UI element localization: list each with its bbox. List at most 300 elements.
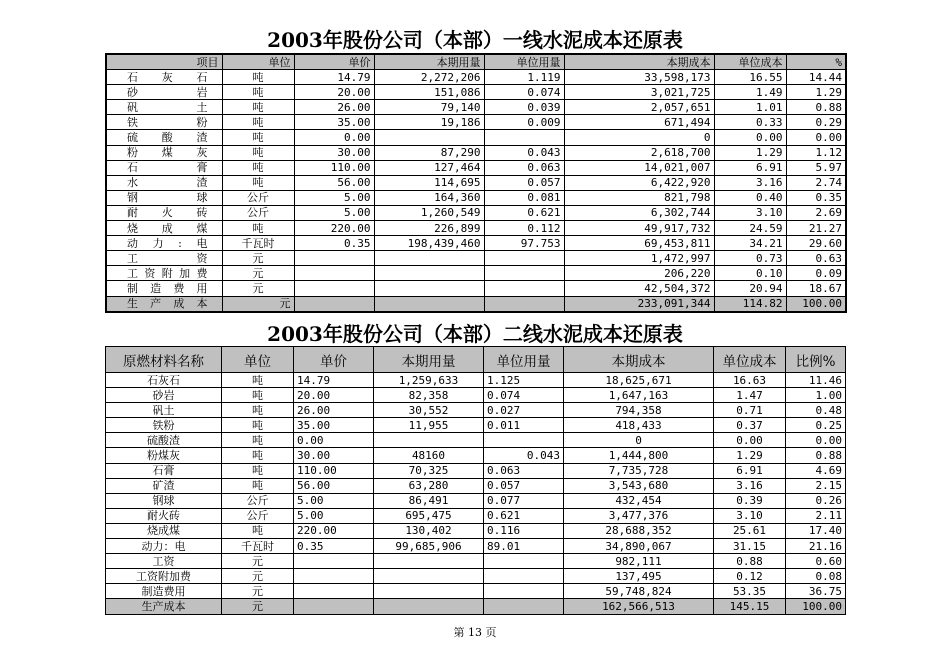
table-cell: 3,543,680: [564, 478, 714, 493]
table-cell: 吨: [222, 448, 294, 463]
table-cell: 18,625,671: [564, 373, 714, 388]
table-cell: 220.00: [294, 221, 374, 236]
table-cell: 1.00: [786, 388, 846, 403]
table-cell: 97.753: [484, 236, 564, 251]
table-cell: 14.79: [294, 70, 374, 85]
table-cell: 2,057,651: [564, 100, 714, 115]
table-cell: 30,552: [374, 403, 484, 418]
table-cell: [374, 281, 484, 296]
table-cell: 21.27: [786, 221, 846, 236]
table-cell: 0.35: [294, 236, 374, 251]
table-cell: 1.29: [786, 85, 846, 100]
table-cell: 56.00: [294, 478, 374, 493]
table-row: [106, 539, 846, 554]
table-cell: 17.40: [786, 523, 846, 538]
table-cell: 2,272,206: [374, 70, 484, 85]
table-cell: 127,464: [374, 160, 484, 175]
item-name-cell: 烧成煤: [106, 221, 222, 236]
table-cell: 70,325: [374, 463, 484, 478]
table-cell: [484, 569, 564, 584]
table-cell: [294, 554, 374, 569]
item-name-cell: 工资: [106, 554, 222, 569]
table-cell: 元: [222, 599, 294, 614]
table-row: [106, 388, 846, 403]
table-cell: 16.55: [714, 70, 786, 85]
table-cell: 100.00: [786, 296, 846, 312]
table-cell: 53.35: [714, 584, 786, 599]
table-cell: [484, 251, 564, 266]
item-name-cell: 铁粉: [106, 418, 222, 433]
table-cell: 69,453,811: [564, 236, 714, 251]
table-cell: [374, 584, 484, 599]
table-cell: 0.621: [484, 508, 564, 523]
table-cell: 5.00: [294, 508, 374, 523]
table-cell: 0.63: [786, 251, 846, 266]
item-name-cell: 石灰石: [106, 373, 222, 388]
table-cell: 0.33: [714, 115, 786, 130]
table-cell: 2.69: [786, 205, 846, 220]
table-cell: 3.16: [714, 175, 786, 190]
table-row: [106, 281, 846, 296]
table-cell: 吨: [222, 373, 294, 388]
table-cell: 79,140: [374, 100, 484, 115]
table-cell: 35.00: [294, 418, 374, 433]
table-cell: 公斤: [222, 190, 294, 205]
item-name-cell: 水渣: [106, 175, 222, 190]
table-cell: 0.043: [484, 145, 564, 160]
table-cell: 0.08: [786, 569, 846, 584]
table-cell: 0.35: [294, 539, 374, 554]
table-cell: 1,444,800: [564, 448, 714, 463]
table-cell: 86,491: [374, 493, 484, 508]
table1-header-cell: 本期成本: [564, 54, 714, 70]
table-cell: 26.00: [294, 403, 374, 418]
table-cell: 1,259,633: [374, 373, 484, 388]
table-row: [106, 448, 846, 463]
table-cell: 0.043: [484, 448, 564, 463]
table-cell: 0.71: [714, 403, 786, 418]
table-cell: 公斤: [222, 493, 294, 508]
table-cell: 0.057: [484, 478, 564, 493]
table1-header-row: [106, 54, 846, 70]
table-cell: 28,688,352: [564, 523, 714, 538]
table-cell: [484, 554, 564, 569]
table-cell: 0.00: [786, 130, 846, 145]
table-cell: 0: [564, 130, 714, 145]
table-cell: 18.67: [786, 281, 846, 296]
table-cell: 2.74: [786, 175, 846, 190]
table-cell: 0.09: [786, 266, 846, 281]
table-cell: 0.00: [714, 130, 786, 145]
table-cell: 0.25: [786, 418, 846, 433]
table-cell: 48160: [374, 448, 484, 463]
table-cell: 21.16: [786, 539, 846, 554]
table-row: [106, 569, 846, 584]
table-cell: [484, 433, 564, 448]
table-cell: [484, 130, 564, 145]
table-cell: 418,433: [564, 418, 714, 433]
table-row: [106, 205, 846, 220]
table-cell: 206,220: [564, 266, 714, 281]
table-cell: 0.48: [786, 403, 846, 418]
table-cell: [484, 266, 564, 281]
table-cell: 794,358: [564, 403, 714, 418]
table-cell: 0.60: [786, 554, 846, 569]
table-cell: 233,091,344: [564, 296, 714, 312]
table-cell: [484, 599, 564, 614]
table-cell: 0.011: [484, 418, 564, 433]
table-cell: 982,111: [564, 554, 714, 569]
table-cell: 0.112: [484, 221, 564, 236]
table-cell: 0.077: [484, 493, 564, 508]
table-cell: 吨: [222, 221, 294, 236]
table-row: [106, 145, 846, 160]
item-name-cell: 石膏: [106, 463, 222, 478]
item-name-cell: 矾土: [106, 403, 222, 418]
table-cell: 6.91: [714, 160, 786, 175]
table-cell: [294, 569, 374, 584]
item-name-cell: 烧成煤: [106, 523, 222, 538]
table-cell: 吨: [222, 433, 294, 448]
table-row: [106, 418, 846, 433]
table-cell: 2.15: [786, 478, 846, 493]
item-name-cell: 铁粉: [106, 115, 222, 130]
table-cell: 0.039: [484, 100, 564, 115]
table-cell: 0.12: [714, 569, 786, 584]
table-cell: 1,260,549: [374, 205, 484, 220]
table-cell: 0.73: [714, 251, 786, 266]
table-cell: 3.16: [714, 478, 786, 493]
table1-header-cell: 单价: [294, 54, 374, 70]
table-cell: 24.59: [714, 221, 786, 236]
table1-header-cell: 单位成本: [714, 54, 786, 70]
item-name-cell: 矿渣: [106, 478, 222, 493]
item-name-cell: 粉煤灰: [106, 145, 222, 160]
table-row: [106, 523, 846, 538]
table-cell: 0.116: [484, 523, 564, 538]
table1-header-cell: 单位用量: [484, 54, 564, 70]
table-cell: 0.00: [786, 433, 846, 448]
table-cell: 0.057: [484, 175, 564, 190]
table-cell: 6,302,744: [564, 205, 714, 220]
table2-header-cell: 本期成本: [564, 347, 714, 373]
table-cell: [294, 599, 374, 614]
item-name-cell: 生产成本: [106, 296, 222, 312]
table-cell: 0.39: [714, 493, 786, 508]
table-cell: 吨: [222, 388, 294, 403]
table-cell: 千瓦时: [222, 236, 294, 251]
table-cell: 吨: [222, 403, 294, 418]
table-cell: 元: [222, 296, 294, 312]
table-row: [106, 463, 846, 478]
table-row: [106, 160, 846, 175]
table-cell: 0.063: [484, 463, 564, 478]
table-cell: 220.00: [294, 523, 374, 538]
table-cell: 30.00: [294, 448, 374, 463]
item-name-cell: 钢球: [106, 190, 222, 205]
item-name-cell: 制造费用: [106, 281, 222, 296]
table-cell: 56.00: [294, 175, 374, 190]
table-cell: 1.29: [714, 448, 786, 463]
table-cell: 1.29: [714, 145, 786, 160]
table-cell: 162,566,513: [564, 599, 714, 614]
table-cell: 元: [222, 266, 294, 281]
table-cell: 吨: [222, 85, 294, 100]
table-row: [106, 85, 846, 100]
table-cell: 0.26: [786, 493, 846, 508]
table-row: [106, 115, 846, 130]
table-cell: 87,290: [374, 145, 484, 160]
table-row: [106, 478, 846, 493]
table-cell: 0.063: [484, 160, 564, 175]
table-cell: 821,798: [564, 190, 714, 205]
table-row: [106, 403, 846, 418]
table-cell: 吨: [222, 115, 294, 130]
table-row: [106, 584, 846, 599]
table-cell: 26.00: [294, 100, 374, 115]
table-cell: [374, 130, 484, 145]
page-number: 第 13 页: [453, 626, 497, 639]
item-name-cell: 耐火砖: [106, 205, 222, 220]
table-row: [106, 508, 846, 523]
item-name-cell: 石膏: [106, 160, 222, 175]
table-cell: 0.00: [714, 433, 786, 448]
table-cell: 30.00: [294, 145, 374, 160]
table-row: [106, 251, 846, 266]
table-cell: 吨: [222, 70, 294, 85]
table-row: [106, 100, 846, 115]
table-cell: 5.00: [294, 493, 374, 508]
table-cell: [374, 433, 484, 448]
table2-header-cell: 比例%: [786, 347, 846, 373]
table1-title: 2003年股份公司（本部）一线水泥成本还原表: [267, 28, 683, 52]
table-cell: 137,495: [564, 569, 714, 584]
item-name-cell: 工资附加费: [106, 569, 222, 584]
table-cell: 19,186: [374, 115, 484, 130]
table2-header-cell: 单位: [222, 347, 294, 373]
cost-table-line1: [105, 53, 847, 313]
table-cell: 99,685,906: [374, 539, 484, 554]
table-cell: 吨: [222, 523, 294, 538]
table-cell: 0.88: [786, 100, 846, 115]
table-cell: 151,086: [374, 85, 484, 100]
table-cell: 0.00: [294, 130, 374, 145]
table-row: [106, 493, 846, 508]
table2-header-row: [106, 347, 846, 373]
table-cell: 1.12: [786, 145, 846, 160]
table-cell: 元: [222, 554, 294, 569]
table-cell: 3.10: [714, 508, 786, 523]
table-row: [106, 190, 846, 205]
table-cell: 0.027: [484, 403, 564, 418]
table-cell: 公斤: [222, 508, 294, 523]
item-name-cell: 制造费用: [106, 584, 222, 599]
table-cell: 吨: [222, 145, 294, 160]
table-cell: [484, 584, 564, 599]
table1-header-cell: %: [786, 54, 846, 70]
table2-header-cell: 单价: [294, 347, 374, 373]
table-row: [106, 373, 846, 388]
item-name-cell: 生产成本: [106, 599, 222, 614]
table-cell: 1.125: [484, 373, 564, 388]
table-cell: 695,475: [374, 508, 484, 523]
table-cell: 吨: [222, 418, 294, 433]
table-cell: [374, 266, 484, 281]
table2-title: 2003年股份公司（本部）二线水泥成本还原表: [267, 322, 683, 346]
table-cell: 公斤: [222, 205, 294, 220]
table-cell: 14.44: [786, 70, 846, 85]
table-cell: [374, 569, 484, 584]
item-name-cell: 砂岩: [106, 388, 222, 403]
table-cell: 130,402: [374, 523, 484, 538]
table-cell: 226,899: [374, 221, 484, 236]
table-cell: [374, 251, 484, 266]
table-cell: 0.88: [786, 448, 846, 463]
table2-header-cell: 单位用量: [484, 347, 564, 373]
table-cell: [374, 296, 484, 312]
table2-header-cell: 原燃材料名称: [106, 347, 222, 373]
table-row: [106, 130, 846, 145]
table1-header-cell: 单位: [222, 54, 294, 70]
table-cell: 0.29: [786, 115, 846, 130]
table-cell: 7,735,728: [564, 463, 714, 478]
table-cell: 110.00: [294, 160, 374, 175]
table-cell: 34,890,067: [564, 539, 714, 554]
cost-table-line2: [105, 346, 846, 615]
table-cell: 0.88: [714, 554, 786, 569]
table-cell: 0.40: [714, 190, 786, 205]
item-name-cell: 钢球: [106, 493, 222, 508]
item-name-cell: 工资附加费: [106, 266, 222, 281]
table-cell: 36.75: [786, 584, 846, 599]
table-row: [106, 175, 846, 190]
table-cell: 元: [222, 251, 294, 266]
table-cell: [374, 599, 484, 614]
table-cell: 千瓦时: [222, 539, 294, 554]
table-cell: 吨: [222, 160, 294, 175]
table-row: [106, 266, 846, 281]
table1-header-cell: 本期用量: [374, 54, 484, 70]
table-cell: [294, 281, 374, 296]
table-cell: 0: [564, 433, 714, 448]
table-cell: [484, 281, 564, 296]
table-cell: 吨: [222, 478, 294, 493]
table-cell: 33,598,173: [564, 70, 714, 85]
table-cell: 110.00: [294, 463, 374, 478]
table-row: [106, 554, 846, 569]
table-cell: 16.63: [714, 373, 786, 388]
table-cell: 20.00: [294, 85, 374, 100]
item-name-cell: 砂岩: [106, 85, 222, 100]
table-cell: 1.49: [714, 85, 786, 100]
table-cell: 吨: [222, 100, 294, 115]
table-row: [106, 221, 846, 236]
table-cell: 0.35: [786, 190, 846, 205]
table-cell: 5.97: [786, 160, 846, 175]
table-cell: 0.37: [714, 418, 786, 433]
table-cell: 0.081: [484, 190, 564, 205]
table-cell: 0.009: [484, 115, 564, 130]
table-cell: 0.074: [484, 388, 564, 403]
table-cell: 114.82: [714, 296, 786, 312]
table-cell: 198,439,460: [374, 236, 484, 251]
table-cell: 14.79: [294, 373, 374, 388]
item-name-cell: 粉煤灰: [106, 448, 222, 463]
table-cell: [484, 296, 564, 312]
table-cell: 31.15: [714, 539, 786, 554]
table-cell: 100.00: [786, 599, 846, 614]
item-name-cell: 硫酸渣: [106, 433, 222, 448]
table-cell: 114,695: [374, 175, 484, 190]
table-cell: 164,360: [374, 190, 484, 205]
table-cell: 吨: [222, 463, 294, 478]
item-name-cell: 耐火砖: [106, 508, 222, 523]
table-cell: 吨: [222, 175, 294, 190]
item-name-cell: 硫酸渣: [106, 130, 222, 145]
table-cell: 82,358: [374, 388, 484, 403]
table-cell: 20.94: [714, 281, 786, 296]
table-row: [106, 236, 846, 251]
table-cell: 1,647,163: [564, 388, 714, 403]
table-cell: 89.01: [484, 539, 564, 554]
table-cell: 元: [222, 281, 294, 296]
table-cell: 3.10: [714, 205, 786, 220]
table-cell: [294, 266, 374, 281]
table-cell: 14,021,007: [564, 160, 714, 175]
table-cell: 3,021,725: [564, 85, 714, 100]
item-name-cell: 工资: [106, 251, 222, 266]
table-cell: 34.21: [714, 236, 786, 251]
table1-header-cell: 项目: [106, 54, 222, 70]
table-cell: 1,472,997: [564, 251, 714, 266]
table-cell: 29.60: [786, 236, 846, 251]
table-cell: 145.15: [714, 599, 786, 614]
table-cell: 432,454: [564, 493, 714, 508]
table-cell: 吨: [222, 130, 294, 145]
table-cell: 4.69: [786, 463, 846, 478]
table-cell: 0.074: [484, 85, 564, 100]
table2-header-cell: 单位成本: [714, 347, 786, 373]
table-row: [106, 296, 846, 312]
table-cell: 671,494: [564, 115, 714, 130]
table-cell: 2,618,700: [564, 145, 714, 160]
table-cell: 6,422,920: [564, 175, 714, 190]
table-cell: 3,477,376: [564, 508, 714, 523]
table-cell: 1.119: [484, 70, 564, 85]
table-cell: [294, 251, 374, 266]
table-cell: 63,280: [374, 478, 484, 493]
table-cell: 20.00: [294, 388, 374, 403]
item-name-cell: 动力：电: [106, 539, 222, 554]
table-row: [106, 70, 846, 85]
table-cell: 0.621: [484, 205, 564, 220]
item-name-cell: 矾土: [106, 100, 222, 115]
table-cell: 0.10: [714, 266, 786, 281]
table-cell: 5.00: [294, 190, 374, 205]
table-cell: 2.11: [786, 508, 846, 523]
table-cell: [374, 554, 484, 569]
table-cell: 25.61: [714, 523, 786, 538]
table-cell: 1.47: [714, 388, 786, 403]
table-cell: 35.00: [294, 115, 374, 130]
table-cell: 1.01: [714, 100, 786, 115]
table-cell: 元: [222, 584, 294, 599]
item-name-cell: 动力:电: [106, 236, 222, 251]
table-cell: [294, 584, 374, 599]
table-cell: 元: [222, 569, 294, 584]
table-row: [106, 433, 846, 448]
table-row: [106, 599, 846, 614]
